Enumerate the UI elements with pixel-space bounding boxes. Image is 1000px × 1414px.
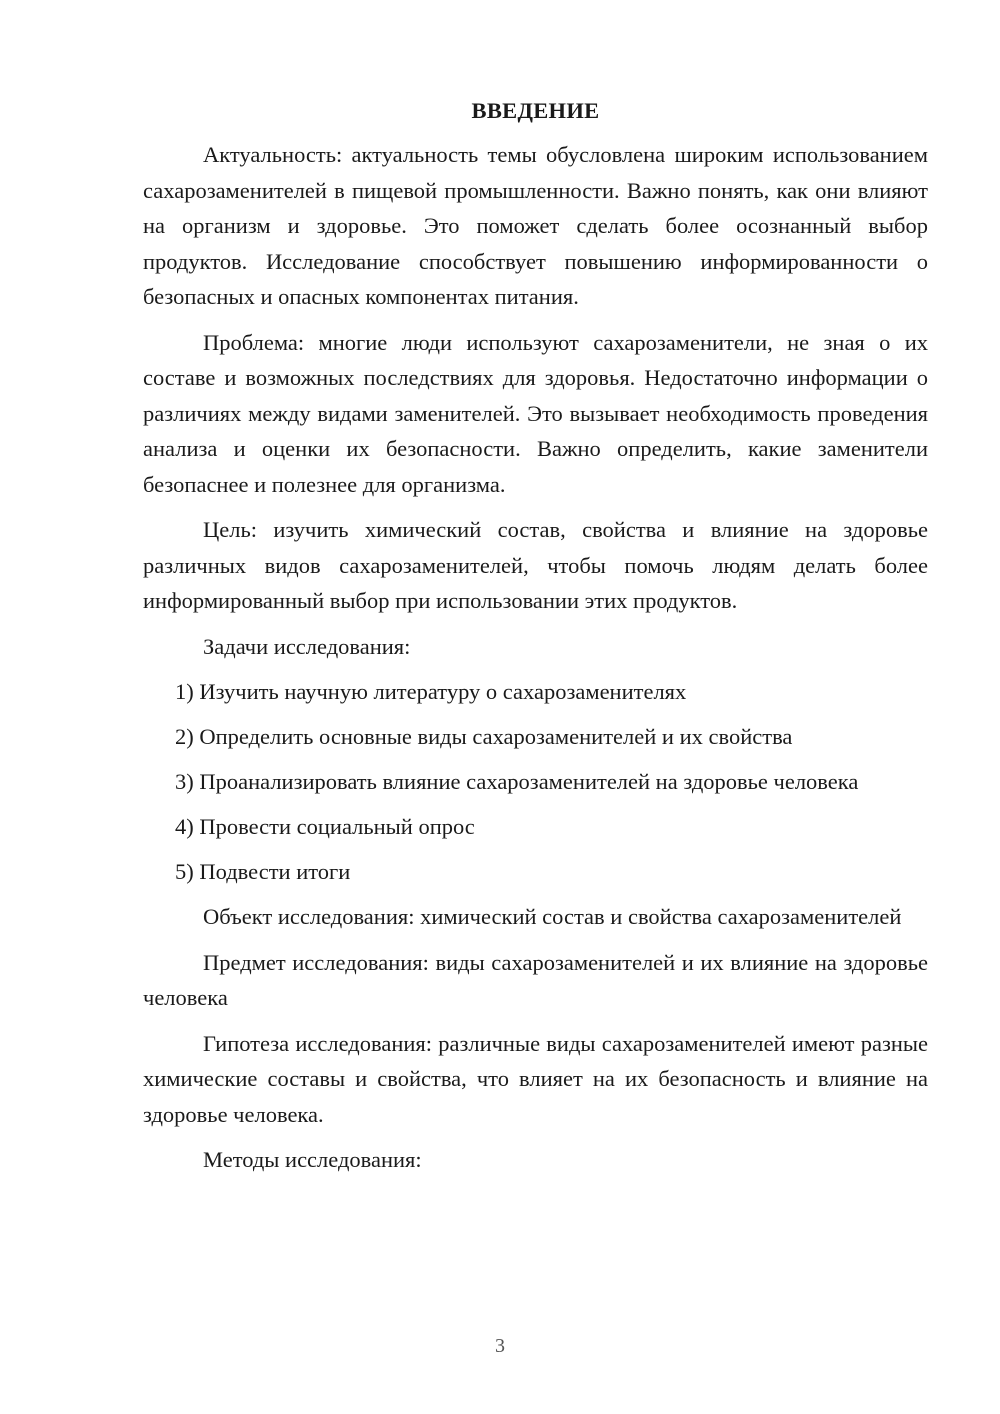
- task-item-4: 4) Провести социальный опрос: [175, 814, 475, 839]
- subject-paragraph: Предмет исследования: виды сахарозаменителей и их влияние на здоровье человека: [143, 949, 928, 1010]
- page-content: [143, 96, 928, 1178]
- tasks-heading: Задачи исследования:: [203, 633, 411, 659]
- task-item-3: 3) Проанализировать влияние сахарозаменителей на здоровье человека: [175, 769, 859, 794]
- relevance-paragraph: Актуальность: актуальность темы обусловлена широким использованием сахарозаменителей в пищевой промышленности. Важно понять, как они влияют на организм и здоровье. Это поможет сделать более осознанный выбор продуктов. Исследование способствует повышению информированности о безопасных и опасных компонентах питания.: [143, 142, 928, 309]
- problem-paragraph: Проблема: многие люди используют сахарозаменители, не зная о их составе и возможных последствиях для здоровья. Недостаточно информации о различиях между видами заменителей. Это вызывает необходимость проведения анализа и оценки их безопасности. Важно определить, какие заменители безопаснее и полезнее для организма.: [143, 329, 928, 497]
- methods-heading: Методы исследования:: [203, 1147, 422, 1172]
- task-item-5: 5) Подвести итоги: [175, 859, 351, 884]
- task-item-2: 2) Определить основные виды сахарозаменителей и их свойства: [175, 724, 793, 749]
- hypothesis-paragraph: Гипотеза исследования: различные виды сахарозаменителей имеют разные химические составы и свойства, что влияет на их безопасность и влияние на здоровье человека.: [143, 1030, 928, 1127]
- task-item-1: 1) Изучить научную литературу о сахарозаменителях: [175, 679, 687, 704]
- goal-paragraph: Цель: изучить химический состав, свойства и влияние на здоровье различных видов сахарозаменителей, чтобы помочь людям делать более информированный выбор при использовании этих продуктов.: [143, 517, 928, 613]
- page-number: 3: [495, 1335, 505, 1357]
- object-paragraph: Объект исследования: химический состав и свойства сахарозаменителей: [203, 904, 902, 929]
- page-title: ВВЕДЕНИЕ: [471, 98, 600, 123]
